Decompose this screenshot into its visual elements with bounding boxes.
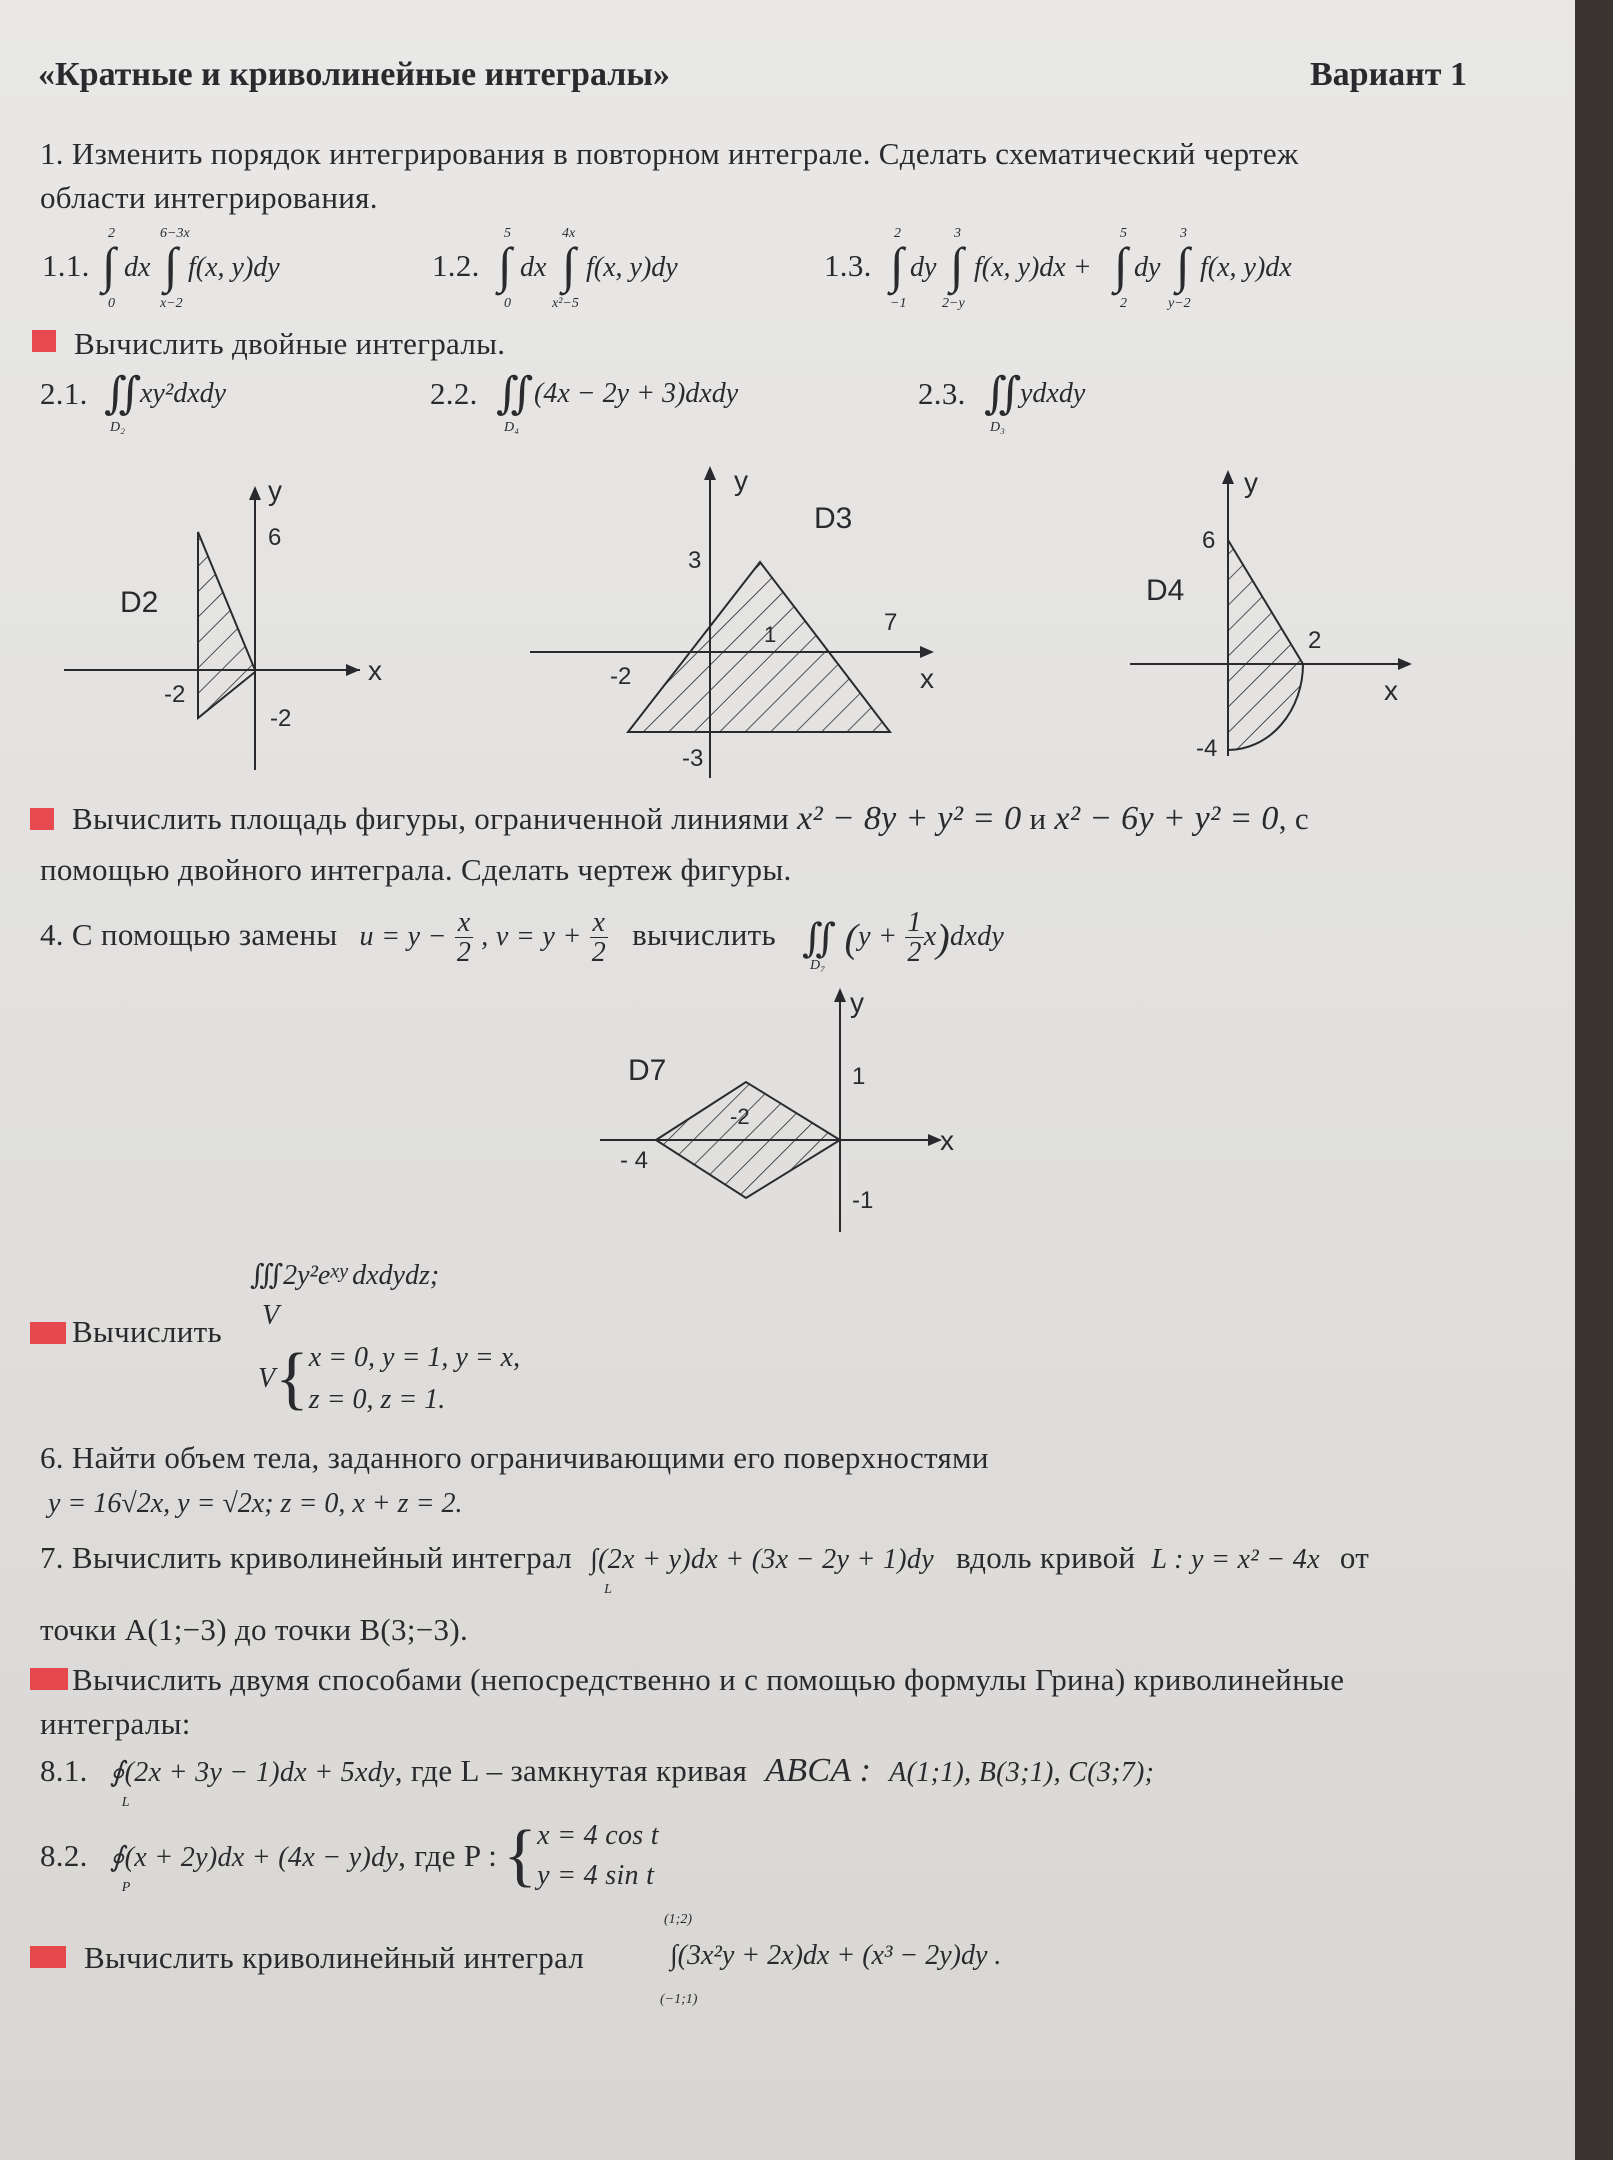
tick-label: -3 [682,745,704,772]
y-axis-arrow [834,988,846,1002]
task8-item1-label: 8.1. [40,1753,88,1788]
item-2-3-integrand: ydxdy [1020,378,1086,409]
task5-domain: V [262,1300,280,1331]
task1-line1: 1. Изменить порядок интегрирования в повторном интеграле. Сделать схематический чертеж [40,136,1299,171]
graph-d4 [1130,467,1412,762]
task1-line2: области интегрирования. [40,180,378,215]
item-1-3-b-upper: 5 [1120,226,1127,241]
item-1-1-label: 1.1. [42,248,90,283]
fraction-x-over-2 [590,908,608,968]
item-2-1-domain: D₂ [110,420,125,435]
item-2-1-label: 2.1. [40,376,88,411]
integral-sign: ∫ [498,237,512,293]
item-2-2-domain: D₄ [504,420,519,435]
item-1-2-outer-var: dx [520,252,547,283]
graph-d7 [600,987,954,1232]
task4-text-b: вычислить [632,917,776,952]
double-integral-sign: ∬ [984,369,1022,418]
region-name: D2 [120,586,159,619]
task4-line [40,908,1004,978]
task5-integral [250,1258,439,1292]
task5-system-rows [309,1342,520,1416]
task7-contour: L [604,1582,613,1597]
region-name: D3 [814,502,853,535]
tick-label: - 4 [620,1147,649,1174]
task5-system-label: V [258,1363,276,1394]
double-integral-sign: ∬ [104,369,142,418]
x-label: x [1384,675,1398,706]
integral-sign: ∫ [890,237,904,293]
task9-lower-limit: (−1;1) [660,1992,698,2007]
item-1-3-a-integrand: f(x, y)dx + [974,252,1092,283]
task4-integrand-c: dxdy [950,921,1005,952]
task8-item2-row-1: x = 4 cos t [537,1820,659,1851]
task7-integral-expression: ∫(2x + y)dx + (3x − 2y + 1)dy [590,1544,934,1575]
task7-text-a: 7. Вычислить криволинейный интеграл [40,1540,573,1575]
x-axis-arrow [346,664,360,676]
task4-u-def: u = y − [359,921,447,952]
y-label: y [850,987,864,1018]
task8-item2-label: 8.2. [40,1838,88,1873]
item-2-1-integrand: xy²dxdy [140,378,227,409]
region-d3 [628,562,890,732]
left-brace: { [503,1817,538,1894]
integral-sign: ∫ [1114,237,1128,293]
item-1-2-outer-lower: 0 [504,296,511,311]
x-label: x [920,663,934,694]
task3-line-end: , с [1278,801,1309,836]
task6-line2: y = 16√2x, y = √2x; z = 0, x + z = 2. [48,1488,463,1519]
paren-open: ( [844,915,859,961]
task8-line1: Вычислить двумя способами (непосредственно и с помощью формулы Грина) криволинейные [72,1662,1345,1697]
tick-label: 3 [688,547,702,574]
item-2-2-label: 2.2. [430,376,478,411]
task4-domain: D₇ [810,958,826,973]
task7-curve: L : y = x² − 4x [1151,1544,1320,1575]
task7-line1 [40,1540,1370,1597]
tick-label: -2 [610,663,632,690]
task8-item2 [40,1817,659,1920]
task8-item2-contour: P [121,1880,131,1895]
region-d7 [656,1082,840,1198]
y-axis-arrow [1222,470,1234,484]
tick-label: 6 [268,524,282,551]
task8-item2-integral [109,1838,399,1895]
task9-text: Вычислить криволинейный интеграл [84,1940,585,1975]
fraction-denominator: 2 [456,937,472,969]
tick-label: -2 [164,681,186,708]
item-1-3-a-upper: 2 [894,226,901,241]
item-1-3-label: 1.3. [824,248,872,283]
red-marker [30,1322,66,1344]
tick-label: -4 [1196,735,1218,762]
task8-item2-system [537,1820,659,1892]
task9-integral: ∫(3x²y + 2x)dx + (x³ − 2y)dy . [670,1940,1002,1971]
task7-integral [590,1540,934,1597]
item-1-3-b-var: dy [1134,252,1161,283]
item-1-3-a-lower: −1 [890,296,907,311]
item-1-3-a-inner-upper: 3 [954,226,961,241]
task8-item2-text: , где P : [398,1838,498,1873]
integral-sign: ∫ [102,237,116,293]
tick-label: 1 [852,1063,866,1090]
graph-d2 [64,475,382,770]
integral-sign: ∫ [164,237,178,293]
item-1-3-b-inner-upper: 3 [1180,226,1187,241]
fraction-x-over-2 [455,908,473,968]
tick-label: -2 [730,1104,750,1129]
task3-equation-1: x² − 8y + y² = 0 [797,800,1022,837]
variant-label: Вариант 1 [1310,56,1467,93]
item-2-2-integrand: (4x − 2y + 3)dxdy [534,378,739,409]
task9-upper-limit: (1;2) [664,1912,692,1927]
double-integral-sign: ∬ [496,369,534,418]
integral-sign: ∫ [950,237,964,293]
red-marker [30,1946,66,1968]
y-label: y [734,465,748,496]
region-name: D4 [1146,574,1185,607]
x-label: x [368,655,382,686]
task4-integrand-b: x [923,921,937,952]
fraction-numerator: 1 [907,907,922,938]
region-d4 [1228,540,1303,750]
region-name: D7 [628,1054,667,1087]
double-integral-sign: ∬ [802,915,837,961]
task3-and: и [1029,801,1047,836]
tick-label: 7 [884,609,898,636]
item-1-3-b-lower: 2 [1120,296,1127,311]
fraction-denominator: 2 [591,937,607,969]
integral-sign: ∫ [1176,237,1190,293]
item-1-2-inner-lower: x²−5 [552,296,579,311]
task4-integrand-a: y + [858,921,898,952]
item-1-3-a-inner-lower: 2−y [942,296,965,311]
worksheet-title: «Кратные и криволинейные интегралы» [38,56,670,93]
task5-exponent: xy [330,1260,349,1283]
task5-row-2: z = 0, z = 1. [308,1384,446,1415]
item-1-3-a-var: dy [910,252,937,283]
x-axis-arrow [1398,658,1412,670]
item-2-3-domain: D₃ [990,420,1005,435]
integral-sign: ∫ [562,237,576,293]
task5-label: Вычислить [72,1314,222,1349]
tick-label: -2 [270,705,292,732]
red-marker [30,1668,68,1690]
tick-label: 1 [764,622,777,647]
item-2-3-label: 2.3. [918,376,966,411]
left-brace: { [275,1340,309,1417]
red-marker [30,808,54,830]
tick-label: 6 [1202,527,1216,554]
task8-item1-text: , где L – замкнутая кривая [394,1753,748,1788]
tick-label: -1 [852,1187,874,1214]
task7-text-b: вдоль кривой [956,1540,1136,1575]
fraction-numerator: x [590,908,608,938]
task8-item2-row-2: y = 4 sin t [537,1860,655,1891]
task5-row-1: x = 0, y = 1, y = x, [308,1342,521,1373]
item-1-1-inner-upper: 6−3x [160,226,190,241]
task8-item2-expression: ∮(x + 2y)dx + (4x − y)dy [109,1842,399,1873]
fraction-denominator: 2 [907,937,922,969]
task8-item1-abca: ABCA : [765,1752,872,1789]
task8-item1-expression: ∮(2x + 3y − 1)dx + 5xdy [109,1757,395,1788]
y-axis-arrow [704,466,716,480]
region-d2 [198,532,255,718]
item-1-1-integrand: f(x, y)dy [188,252,280,283]
task8-item1-contour: L [121,1795,130,1810]
task5-integrand: ∭2y²e [250,1260,331,1291]
item-1-3-b-integrand: f(x, y)dx [1200,252,1292,283]
task4-v-def: , v = y + [481,921,582,952]
item-1-2-label: 1.2. [432,248,480,283]
task8-item1-points: A(1;1), B(3;1), C(3;7); [889,1757,1155,1788]
item-1-2-integrand: f(x, y)dy [586,252,678,283]
item-1-2-inner-upper: 4x [562,226,576,241]
x-axis-arrow [920,646,934,658]
task7-line2: точки A(1;−3) до точки B(3;−3). [40,1612,469,1647]
item-1-2-outer-upper: 5 [504,226,511,241]
task8-line2: интегралы: [40,1706,191,1741]
task3-text: Вычислить площадь фигуры, ограниченной линиями [72,801,790,836]
task5-tail: dxdydz; [352,1260,440,1291]
tick-label: 2 [1308,627,1322,654]
x-label: x [940,1125,954,1156]
item-1-3-b-inner-lower: y−2 [1168,296,1191,311]
task4-text-a: 4. С помощью замены [40,917,338,952]
graph-d3 [530,465,934,778]
paren-close: ) [936,915,951,961]
fraction-numerator: x [455,908,473,938]
item-1-1-outer-var: dx [124,252,151,283]
task5-system [258,1342,520,1416]
task3-line2: помощью двойного интеграла. Сделать чертеж фигуры. [40,852,792,887]
y-axis-arrow [249,486,261,500]
task8-item1-integral [109,1753,395,1810]
task6-line1: 6. Найти объем тела, заданного ограничивающими его поверхностями [40,1440,989,1475]
y-label: y [268,475,282,506]
fraction-one-half [905,908,923,968]
task2-title: Вычислить двойные интегралы. [74,326,506,361]
task3-equation-2: x² − 6y + y² = 0 [1054,800,1279,837]
item-1-1-outer-lower: 0 [108,296,115,311]
item-1-1-outer-upper: 2 [108,226,115,241]
task4-integral [802,907,1005,973]
y-label: y [1244,467,1258,498]
task7-text-c: от [1339,1540,1370,1575]
task3-line1 [72,800,1309,838]
task8-item1 [40,1752,1155,1810]
item-1-1-inner-lower: x−2 [160,296,183,311]
